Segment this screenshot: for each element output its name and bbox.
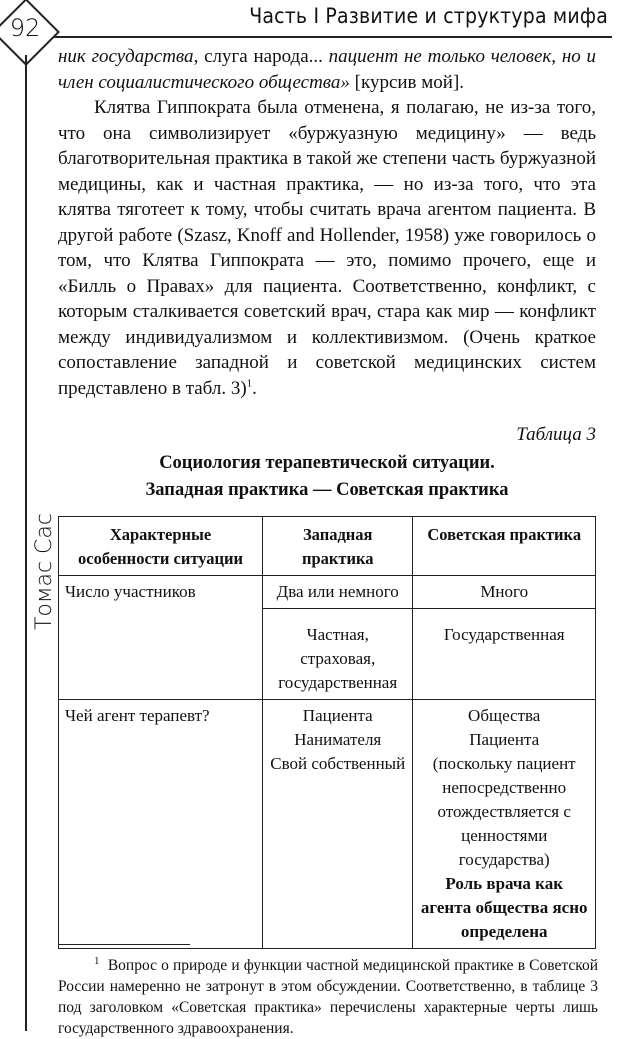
para1-plain-a: , слуга народа... [193,46,329,67]
table-row [59,576,596,609]
row3-soviet-line: Общества [468,706,541,725]
row1-soviet: Много [413,576,596,609]
paragraph-1 [58,44,596,95]
paragraph-2 [58,95,596,401]
row1-western: Два или немного [263,576,413,609]
table-label: Таблица 3 [516,424,596,445]
row3-western-line: Нанимателя [294,730,382,749]
table-row [59,700,596,949]
para2-end: . [252,377,257,399]
row3-western-line: Пациента [302,706,373,725]
para1-italic-a: ник государства [58,46,194,67]
footnote [58,955,598,1039]
row2-western: Частная, страховая, государственная [263,609,413,700]
row3-soviet-line: (поскольку пациент непосредственно отождествляется с ценностями государства) [432,754,576,869]
side-author-name: Томас Сас [28,507,61,636]
footnote-reference[interactable]: 1 [246,377,253,390]
left-margin-rule [25,55,27,1031]
row3-western [263,700,413,949]
header-soviet: Советская практика [413,517,596,576]
running-head: Часть I Развитие и структура мифа [249,4,608,28]
footnote-text: Вопрос о природе и функции частной медицинской практике в Советской России намеренно не затронут в этом обсуждении. Соответственно, в таблице 3 под заголовком «Советская практика» перечислены характерные черты лишь государственного здравоохранения. [58,957,599,1037]
table-title [58,450,596,504]
header-feature: Характерные особенности ситуации [59,517,263,576]
table-header-row [59,517,596,576]
para1-italic-b: пациент не только человек, но и член социалистического общества» [58,46,597,93]
row3-soviet [413,700,596,949]
para1-plain-b: [курсив мой]. [349,71,465,93]
row2-soviet: Государственная [413,609,596,700]
table-title-line1: Социология терапевтической ситуации. [159,453,495,473]
row3-western-line: Свой собственный [270,754,406,773]
footnote-rule [58,944,190,945]
header-western: Западная практика [263,517,413,576]
row3-soviet-line: Пациента [469,730,540,749]
page-content [58,44,596,949]
header-rule [50,36,612,38]
row1-feature: Число участников [59,576,263,700]
row3-feature: Чей агент терапевт? [59,700,263,949]
para2-text: Клятва Гиппократа была отменена, я полагаю, не из-за того, что она символизирует «буржуазную медицину» — ведь благотворительная практика в такой же степени часть буржуазной медицины, как и частная практика, — но из-за того, что эта клятва тяготеет к тому, чтобы считать врача агентом пациента. В другой работе (Szasz, Knoff and Hollender, 1958) уже говорилось о том, что Клятва Гиппократа — это, помимо прочего, еще и «Билль о Правах» для пациента. Соответственно, конфликт, с которым сталкивается советский врач, стара как мир — конфликт между индивидуализмом и коллективизмом. (Очень краткое сопоставление западной и советской медицинских систем представлено в табл. 3) [58,97,596,399]
comparison-table [58,516,596,949]
page-number: 92 [9,14,41,42]
footnote-mark: 1 [94,954,100,967]
table-title-line2: Западная практика — Советская практика [145,480,509,500]
row3-soviet-bold: Роль врача как агента общества ясно определена [420,874,588,941]
